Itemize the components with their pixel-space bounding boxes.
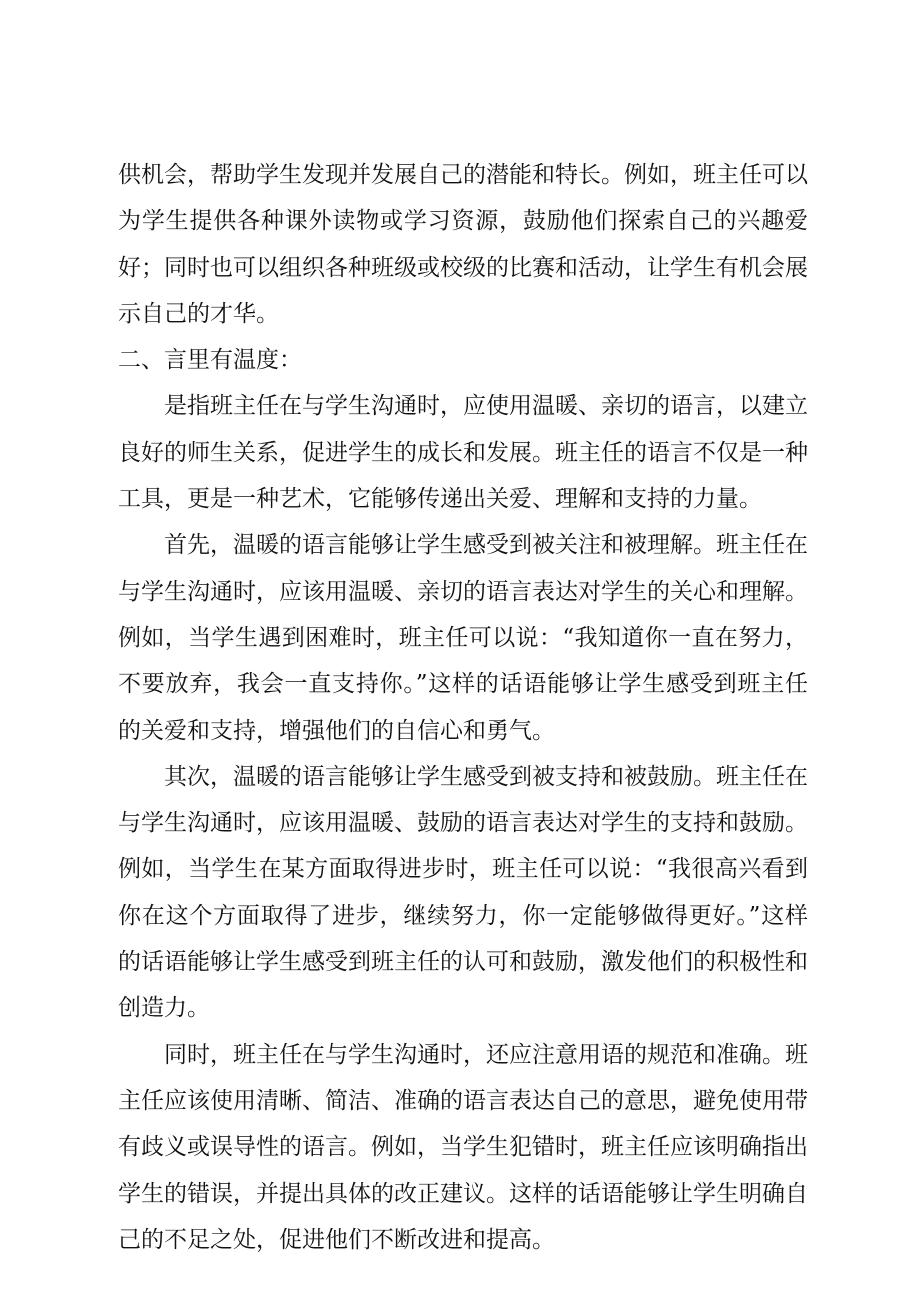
paragraph-third-point: 同时，班主任在与学生沟通时，还应注意用语的规范和准确。班主任应该使用清晰、简洁、准确的语言表达自己的意思，避免使用带有歧义或误导性的语言。例如，当学生犯错时，班主任应该明确指出学生的错误，并提出具体的改正建议。这样的话语能够让学生明确自己的不足之处，促进他们不断改进和提高。 xyxy=(118,1041,808,1253)
document-page xyxy=(118,152,808,1263)
paragraph-first-point: 首先，温暖的语言能够让学生感受到被关注和被理解。班主任在与学生沟通时，应该用温暖、亲切的语言表达对学生的关心和理解。例如，当学生遇到困难时，班主任可以说：“我知道你一直在努力，不要放弃，我会一直支持你。”这样的话语能够让学生感受到班主任的关爱和支持，增强他们的自信心和勇气。 xyxy=(118,532,808,744)
paragraph-definition: 是指班主任在与学生沟通时，应使用温暖、亲切的语言，以建立良好的师生关系，促进学生的成长和发展。班主任的语言不仅是一种工具，更是一种艺术，它能够传递出关爱、理解和支持的力量。 xyxy=(118,393,808,513)
section-heading: 二、言里有温度： xyxy=(118,347,302,374)
paragraph-second-point: 其次，温暖的语言能够让学生感受到被支持和被鼓励。班主任在与学生沟通时，应该用温暖、鼓励的语言表达对学生的支持和鼓励。例如，当学生在某方面取得进步时，班主任可以说：“我很高兴看到你在这个方面取得了进步，继续努力，你一定能够做得更好。”这样的话语能够让学生感受到班主任的认可和鼓励，激发他们的积极性和创造力。 xyxy=(118,763,808,1022)
paragraph-continuation: 供机会，帮助学生发现并发展自己的潜能和特长。例如，班主任可以为学生提供各种课外读物或学习资源，鼓励他们探索自己的兴趣爱好；同时也可以组织各种班级或校级的比赛和活动，让学生有机会展示自己的才华。 xyxy=(118,162,808,327)
